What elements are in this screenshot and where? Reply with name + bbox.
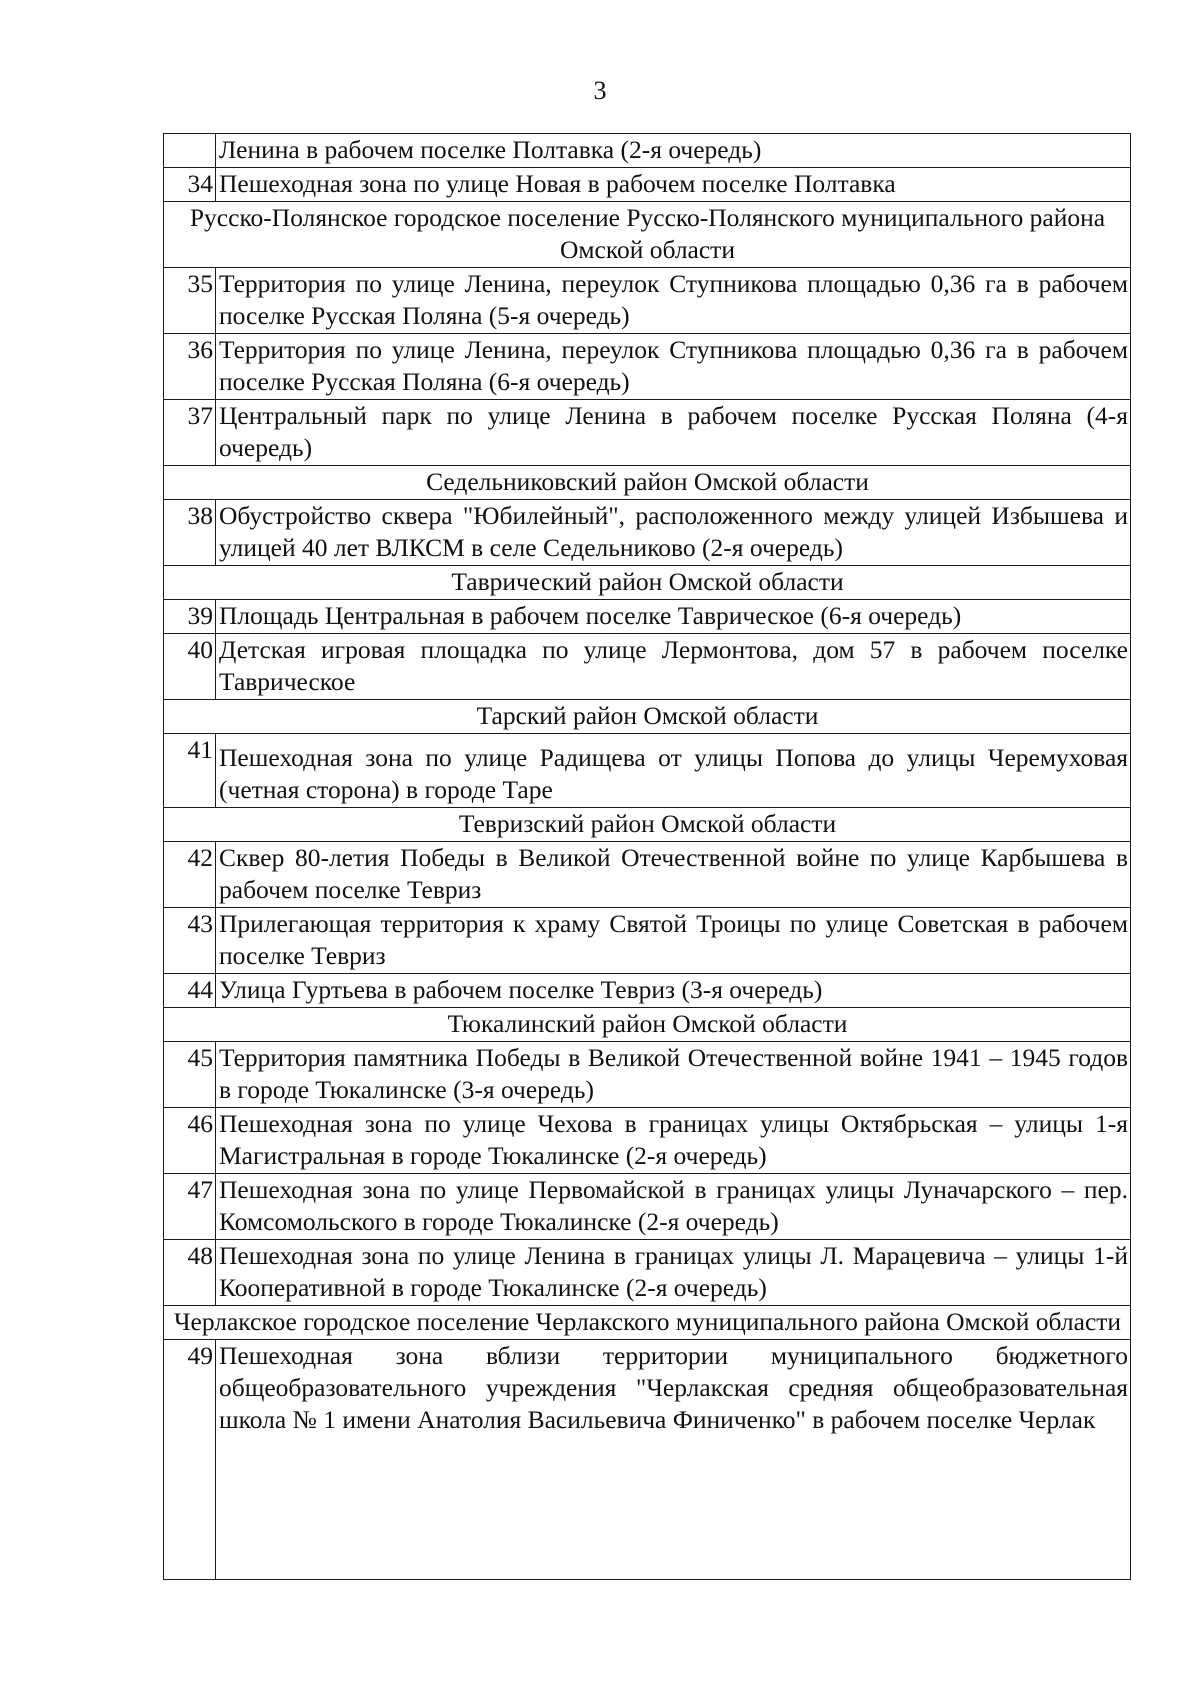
row-text: Обустройство сквера "Юбилейный", расположенного между улицей Избышева и улицей 40 лет ВЛКСМ в селе Седельниково (2-я очередь)	[216, 500, 1131, 566]
section-header: Черлакское городское поселение Черлакского муниципального района Омской области	[164, 1306, 1131, 1340]
table-row	[164, 500, 1131, 566]
section-header-row	[164, 1008, 1131, 1042]
row-number	[164, 134, 216, 168]
row-number: 38	[164, 500, 216, 566]
table-row	[164, 334, 1131, 400]
section-header-row	[164, 808, 1131, 842]
table-row	[164, 1174, 1131, 1240]
table-row	[164, 134, 1131, 168]
row-number: 40	[164, 634, 216, 700]
table-row	[164, 1340, 1131, 1580]
row-number: 42	[164, 842, 216, 908]
table-row	[164, 634, 1131, 700]
row-text: Пешеходная зона вблизи территории муниципального бюджетного общеобразовательного учреждения "Черлакская средняя общеобразовательная школа № 1 имени Анатолия Васильевича Финиченко" в рабочем поселке Черлак	[216, 1340, 1131, 1580]
section-header-row	[164, 566, 1131, 600]
section-header: Таврический район Омской области	[164, 566, 1131, 600]
row-text: Пешеходная зона по улице Ленина в границах улицы Л. Марацевича – улицы 1-й Кооперативной в городе Тюкалинске (2-я очередь)	[216, 1240, 1131, 1306]
row-text: Сквер 80-летия Победы в Великой Отечественной войне по улице Карбышева в рабочем поселке Тевриз	[216, 842, 1131, 908]
table-row	[164, 268, 1131, 334]
row-text: Детская игровая площадка по улице Лермонтова, дом 57 в рабочем поселке Таврическое	[216, 634, 1131, 700]
table-row	[164, 1108, 1131, 1174]
section-header: Тарский район Омской области	[164, 700, 1131, 734]
table-row	[164, 168, 1131, 202]
section-header: Русско-Полянское городское поселение Русско-Полянского муниципального района Омской области	[164, 202, 1131, 268]
row-number: 47	[164, 1174, 216, 1240]
section-header-row	[164, 466, 1131, 500]
row-number: 35	[164, 268, 216, 334]
row-text: Территория по улице Ленина, переулок Ступникова площадью 0,36 га в рабочем поселке Русская Поляна (6-я очередь)	[216, 334, 1131, 400]
row-number: 46	[164, 1108, 216, 1174]
row-number: 48	[164, 1240, 216, 1306]
section-header: Седельниковский район Омской области	[164, 466, 1131, 500]
row-text: Пешеходная зона по улице Новая в рабочем поселке Полтавка	[216, 168, 1131, 202]
section-header-row	[164, 700, 1131, 734]
row-text: Пешеходная зона по улице Радищева от улицы Попова до улицы Черемуховая (четная сторона) в городе Таре	[216, 734, 1131, 808]
table-row	[164, 600, 1131, 634]
table-row	[164, 842, 1131, 908]
row-number: 49	[164, 1340, 216, 1580]
table-row	[164, 400, 1131, 466]
table-row	[164, 1042, 1131, 1108]
row-number: 43	[164, 908, 216, 974]
row-number: 41	[164, 734, 216, 808]
section-header-row	[164, 1306, 1131, 1340]
row-number: 34	[164, 168, 216, 202]
row-number: 39	[164, 600, 216, 634]
row-text: Ленина в рабочем поселке Полтавка (2-я очередь)	[216, 134, 1131, 168]
row-text: Территория памятника Победы в Великой Отечественной войне 1941 – 1945 годов в городе Тюкалинске (3-я очередь)	[216, 1042, 1131, 1108]
row-text: Пешеходная зона по улице Чехова в границах улицы Октябрьская – улицы 1-я Магистральная в городе Тюкалинске (2-я очередь)	[216, 1108, 1131, 1174]
table-row	[164, 1240, 1131, 1306]
page-number: 3	[593, 76, 607, 105]
row-text: Прилегающая территория к храму Святой Троицы по улице Советская в рабочем поселке Тевриз	[216, 908, 1131, 974]
row-number: 37	[164, 400, 216, 466]
table-row	[164, 974, 1131, 1008]
section-header-row	[164, 202, 1131, 268]
objects-table	[163, 133, 1131, 1580]
row-text: Территория по улице Ленина, переулок Ступникова площадью 0,36 га в рабочем поселке Русская Поляна (5-я очередь)	[216, 268, 1131, 334]
table-row	[164, 734, 1131, 808]
section-header: Тюкалинский район Омской области	[164, 1008, 1131, 1042]
row-text: Центральный парк по улице Ленина в рабочем поселке Русская Поляна (4-я очередь)	[216, 400, 1131, 466]
section-header: Тевризский район Омской области	[164, 808, 1131, 842]
row-text: Улица Гуртьева в рабочем поселке Тевриз (3-я очередь)	[216, 974, 1131, 1008]
row-text: Пешеходная зона по улице Первомайской в границах улицы Луначарского – пер. Комсомольского в городе Тюкалинске (2-я очередь)	[216, 1174, 1131, 1240]
row-number: 36	[164, 334, 216, 400]
table-row	[164, 908, 1131, 974]
row-number: 44	[164, 974, 216, 1008]
row-text: Площадь Центральная в рабочем поселке Таврическое (6-я очередь)	[216, 600, 1131, 634]
row-number: 45	[164, 1042, 216, 1108]
